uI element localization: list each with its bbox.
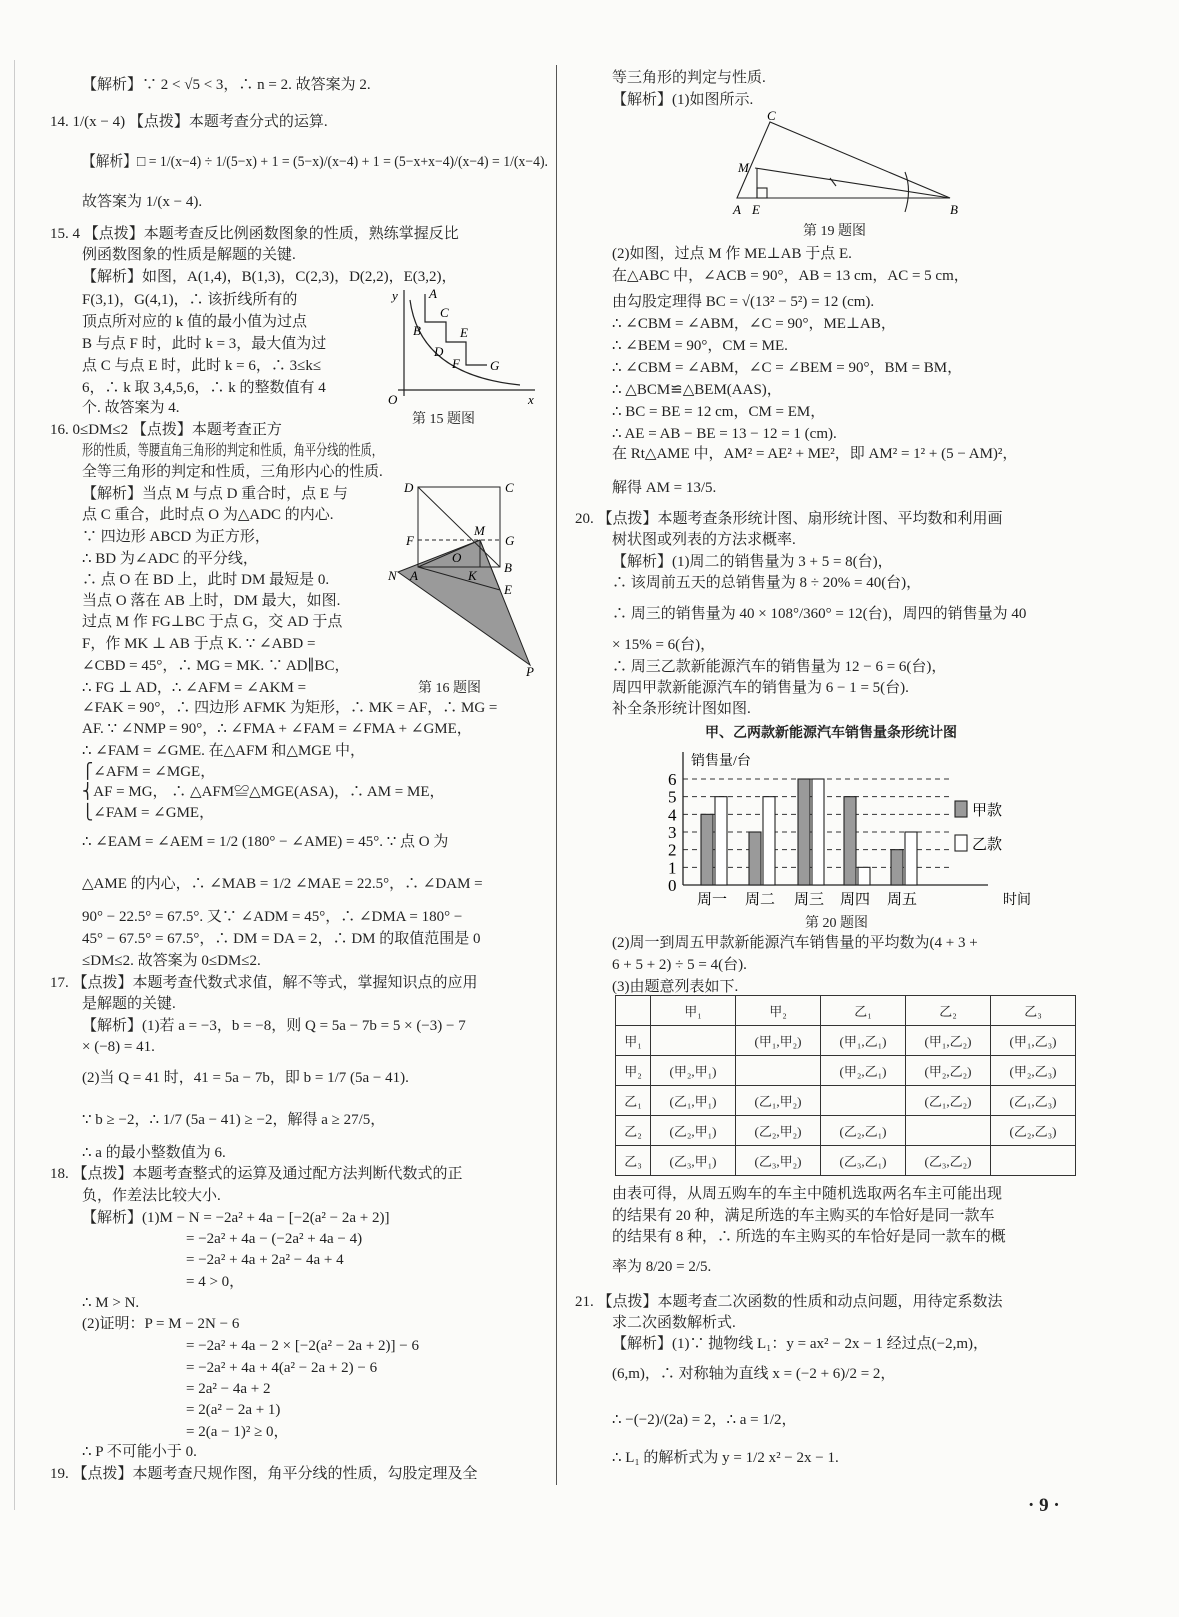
y-tick-label: 3 bbox=[668, 823, 677, 842]
table-row bbox=[616, 1146, 1076, 1176]
label-O: O bbox=[388, 392, 398, 407]
figure-16 bbox=[385, 475, 550, 680]
right_lines-text-line: (2)如图，过点 M 作 ME⊥AB 于点 E. bbox=[612, 246, 852, 262]
left_lines-text-line: 90° − 22.5° = 67.5°. 又∵ ∠ADM = 45°，∴ ∠DMA = 180° − bbox=[82, 909, 463, 925]
bar-jia bbox=[749, 832, 761, 885]
label-F: F bbox=[452, 356, 460, 371]
left_lines-text-line: 故答案为 1/(x − 4). bbox=[82, 194, 203, 210]
label-G: G bbox=[490, 358, 500, 373]
table-cell: (甲₂,乙₂) bbox=[906, 1056, 991, 1086]
left_lines-text-line: 18. 【点拨】本题考查整式的运算及通过配方法判断代数式的正 bbox=[50, 1166, 463, 1182]
table-header-row bbox=[616, 996, 1076, 1026]
right_lines-text-line: ∴ ∠BEM = 90°，CM = ME. bbox=[612, 338, 788, 354]
right_lines-text-line: (2)周一到周五甲款新能源汽车销售量的平均数为(4 + 3 + bbox=[612, 935, 978, 951]
y-axis-label: 销售量/台 bbox=[691, 754, 751, 769]
left_lines-text-line: F(3,1)，G(4,1)，∴ 该折线所有的 bbox=[82, 292, 298, 308]
table-cell: 乙₁ bbox=[821, 996, 906, 1026]
right_lines-text-line: 补全条形统计图如图. bbox=[612, 701, 751, 717]
right_lines-text-line: 树状图或列表的方法求概率. bbox=[612, 532, 796, 548]
right_lines-text-line: ∴ ∠CBM = ∠ABM，∠C = ∠BEM = 90°，BM = BM， bbox=[612, 360, 963, 376]
table-cell: (甲₂,乙₁) bbox=[821, 1056, 906, 1086]
table-cell: (乙₁,甲₁) bbox=[651, 1086, 736, 1116]
left_lines-text-line: (2)当 Q = 41 时，41 = 5a − 7b，即 b = 1/7 (5a − 41). bbox=[82, 1070, 409, 1086]
table-cell: (甲₁,乙₁) bbox=[821, 1026, 906, 1056]
label-y: y bbox=[392, 288, 398, 303]
outcome-table bbox=[615, 995, 1076, 1176]
right_lines-text-line: ∴ ∠CBM = ∠ABM，∠C = 90°，ME⊥AB， bbox=[612, 316, 896, 332]
label-B: B bbox=[413, 323, 421, 338]
label-D: D bbox=[404, 480, 414, 495]
left_lines-text-line: 【解析】□ = 1/(x−4) ÷ 1/(5−x) + 1 = (5−x)/(x−4) + 1 = (5−x+x−4)/(x−4) = 1/(x−4). bbox=[82, 154, 548, 170]
left_lines-text-line: ∠CBD = 45°，∴ MG = MK. ∵ AD∥BC， bbox=[82, 658, 350, 674]
left_lines-text-line: 是解题的关键. bbox=[82, 996, 176, 1012]
label-x: x bbox=[528, 392, 534, 407]
label-C: C bbox=[505, 480, 514, 495]
table-cell: (乙₃,甲₂) bbox=[736, 1146, 821, 1176]
left_lines-text-line: = 2(a² − 2a + 1) bbox=[186, 1402, 281, 1418]
table-cell: (甲₁,乙₂) bbox=[906, 1026, 991, 1056]
y-tick-label: 2 bbox=[668, 840, 677, 860]
bar-jia bbox=[844, 797, 856, 885]
left_lines-text-line: ∴ M > N. bbox=[82, 1295, 140, 1311]
left_lines-text-line: ≤DM≤2. 故答案为 0≤DM≤2. bbox=[82, 953, 261, 969]
right_lines-text-line: 的结果有 8 种，∴ 所选的车主购买的车恰好是同一款车的概 bbox=[612, 1229, 1006, 1245]
left_lines-text-line: 19. 【点拨】本题考查尺规作图，角平分线的性质，勾股定理及全 bbox=[50, 1466, 478, 1482]
left_lines-text-line: = −2a² + 4a − 2 × [−2(a² − 2a + 2)] − 6 bbox=[186, 1338, 419, 1354]
right_lines-text-line: 的结果有 20 种，满足所选的车主购买的车恰好是同一款车 bbox=[612, 1208, 995, 1224]
table-cell: (乙₁,甲₂) bbox=[736, 1086, 821, 1116]
left_lines-text-line: ∴ P 不可能小于 0. bbox=[82, 1444, 197, 1460]
table-cell: (乙₁,乙₂) bbox=[906, 1086, 991, 1116]
left_lines-text-line: 6，∴ k 取 3,4,5,6，∴ k 的整数值有 4 bbox=[82, 380, 326, 396]
right_lines-text-line: ∴ 周三乙款新能源汽车的销售量为 12 − 6 = 6(台)， bbox=[612, 659, 947, 675]
left_lines-text-line: 【解析】∵ 2 < √5 < 3，∴ n = 2. 故答案为 2. bbox=[82, 77, 371, 93]
table-cell: (乙₂,乙₁) bbox=[821, 1116, 906, 1146]
table-cell: 甲₂ bbox=[616, 1056, 651, 1086]
table-cell: 乙₂ bbox=[616, 1116, 651, 1146]
table-cell: 甲₂ bbox=[736, 996, 821, 1026]
left_lines-text-line: 【解析】(1)M − N = −2a² + 4a − [−2(a² − 2a + 2)] bbox=[82, 1210, 390, 1226]
left_lines-text-line: = 2(a − 1)² ≥ 0， bbox=[186, 1424, 289, 1440]
x-tick-label: 周四 bbox=[840, 892, 871, 908]
left_lines-text-line: 15. 4 【点拨】本题考查反比例函数图象的性质，熟练掌握反比 bbox=[50, 226, 459, 242]
table-cell: (乙₂,甲₂) bbox=[736, 1116, 821, 1146]
right_lines-text-line: 【解析】(1)周二的销售量为 3 + 5 = 8(台)， bbox=[612, 554, 893, 570]
left_lines-text-line: 当点 O 落在 AB 上时，DM 最大，如图. bbox=[82, 593, 341, 609]
label-O: O bbox=[452, 550, 462, 565]
label-B: B bbox=[504, 560, 512, 575]
right_lines-text-line: 求二次函数解析式. bbox=[612, 1315, 736, 1331]
table-cell: (乙₃,乙₁) bbox=[821, 1146, 906, 1176]
label-A: A bbox=[429, 286, 437, 301]
left_lines-text-line: 个. 故答案为 4. bbox=[82, 400, 180, 416]
right_lines-text-line: 21. 【点拨】本题考查二次函数的性质和动点问题，用待定系数法 bbox=[575, 1294, 1003, 1310]
right_lines-text-line: 【解析】(1)如图所示. bbox=[612, 92, 754, 108]
left_lines-text-line: ∵ b ≥ −2，∴ 1/7 (5a − 41) ≥ −2，解得 a ≥ 27/5， bbox=[82, 1112, 386, 1128]
right_lines-text-line: 由表可得，从周五购车的车主中随机选取两名车主可能出现 bbox=[612, 1186, 1003, 1202]
left_lines-text-line: 全等三角形的判定和性质，三角形内心的性质. bbox=[82, 464, 383, 480]
label-D: D bbox=[434, 344, 444, 359]
right_lines-text-line: 在 Rt△AME 中，AM² = AE² + ME²，即 AM² = 1² + (5 − AM)²， bbox=[612, 446, 1018, 462]
right_lines-text-line: 由勾股定理得 BC = √(13² − 5²) = 12 (cm). bbox=[612, 294, 875, 310]
left_lines-text-line: ∴ FG ⊥ AD，∴ ∠AFM = ∠AKM = bbox=[82, 680, 307, 696]
label-F: F bbox=[406, 533, 414, 548]
figure-20-caption: 第 20 题图 bbox=[805, 916, 868, 931]
right_lines-text-line: ∴ BC = BE = 12 cm，CM = EM， bbox=[612, 404, 826, 420]
table-cell bbox=[736, 1056, 821, 1086]
x-tick-label: 周五 bbox=[887, 892, 918, 908]
table-cell: 乙₃ bbox=[991, 996, 1076, 1026]
label-C: C bbox=[440, 305, 449, 320]
bar-yi bbox=[812, 779, 824, 885]
left_lines-text-line: 顶点所对应的 k 值的最小值为过点 bbox=[82, 314, 308, 330]
left_lines-text-line: = −2a² + 4a + 4(a² − 2a + 2) − 6 bbox=[186, 1360, 378, 1376]
left_lines-text-line: △AME 的内心，∴ ∠MAB = 1/2 ∠MAE = 22.5°，∴ ∠DAM = bbox=[82, 876, 483, 892]
left_lines-text-line: 点 C 重合，此时点 O 为△ADC 的内心. bbox=[82, 507, 334, 523]
y-tick-label: 1 bbox=[668, 858, 677, 878]
table-cell: (甲₁,甲₂) bbox=[736, 1026, 821, 1056]
right_lines-text-line: 6 + 5 + 2) ÷ 5 = 4(台). bbox=[612, 957, 747, 973]
left_lines-text-line: = 2a² − 4a + 2 bbox=[186, 1381, 271, 1397]
table-cell bbox=[821, 1086, 906, 1116]
left_lines-text-line: ∴ a 的最小整数值为 6. bbox=[82, 1145, 226, 1161]
table-cell: (乙₂,乙₃) bbox=[991, 1116, 1076, 1146]
table-cell: 乙₃ bbox=[616, 1146, 651, 1176]
left_lines-text-line: 16. 0≤DM≤2 【点拨】本题考查正方 bbox=[50, 422, 282, 438]
table-cell: (甲₂,乙₃) bbox=[991, 1056, 1076, 1086]
x-tick-label: 周一 bbox=[697, 892, 728, 908]
label-E: E bbox=[752, 202, 760, 217]
table-cell: (乙₃,甲₁) bbox=[651, 1146, 736, 1176]
left_lines-text-line: (2)证明：P = M − 2N − 6 bbox=[82, 1316, 240, 1332]
figure-16-caption: 第 16 题图 bbox=[418, 681, 481, 696]
left_lines-text-line: 例函数图象的性质是解题的关键. bbox=[82, 247, 296, 263]
table-row bbox=[616, 1056, 1076, 1086]
legend-swatch bbox=[955, 801, 967, 817]
label-M: M bbox=[474, 523, 485, 538]
label-N: N bbox=[388, 568, 397, 583]
label-M: M bbox=[738, 160, 749, 175]
table-row bbox=[616, 1086, 1076, 1116]
left_lines-text-line: = 4 > 0， bbox=[186, 1274, 245, 1290]
table-row bbox=[616, 1026, 1076, 1056]
table-cell: (乙₂,甲₁) bbox=[651, 1116, 736, 1146]
right_lines-text-line: 在△ABC 中，∠ACB = 90°，AB = 13 cm，AC = 5 cm， bbox=[612, 268, 969, 284]
right_lines-text-line: 等三角形的判定与性质. bbox=[612, 70, 766, 86]
table-cell bbox=[616, 996, 651, 1026]
left_lines-text-line: 负，作差法比较大小. bbox=[82, 1188, 221, 1204]
bar-yi bbox=[715, 797, 727, 885]
legend-swatch bbox=[955, 835, 967, 851]
left_lines-text-line: ∠FAK = 90°，∴ 四边形 AFMK 为矩形，∴ MK = AF，∴ MG = bbox=[82, 700, 498, 716]
chart-title: 甲、乙两款新能源汽车销售量条形统计图 bbox=[705, 725, 957, 741]
right_lines-text-line: 周四甲款新能源汽车的销售量为 6 − 1 = 5(台). bbox=[612, 680, 909, 696]
legend-label: 甲款 bbox=[972, 803, 1003, 819]
table-cell: (乙₃,乙₂) bbox=[906, 1146, 991, 1176]
left_lines-text-line: ∴ ∠FAM = ∠GME. 在△AFM 和△MGE 中， bbox=[82, 743, 366, 759]
left_lines-text-line: ∴ 点 O 在 BD 上，此时 DM 最短是 0. bbox=[82, 572, 330, 588]
y-tick-label: 4 bbox=[668, 805, 677, 825]
table-cell: (甲₂,甲₁) bbox=[651, 1056, 736, 1086]
label-K: K bbox=[468, 568, 477, 583]
y-tick-label: 0 bbox=[668, 876, 677, 895]
right_lines-text-line: (6,m)，∴ 对称轴为直线 x = (−2 + 6)/2 = 2， bbox=[612, 1366, 896, 1382]
left_lines-text-line: ∴ BD 为∠ADC 的平分线， bbox=[82, 551, 258, 567]
right_lines-text-line: ∴ AE = AB − BE = 13 − 12 = 1 (cm). bbox=[612, 426, 837, 442]
right_lines-text-line: (3)由题意列表如下. bbox=[612, 979, 739, 995]
left_lines-text-line: 过点 M 作 FG⊥BC 于点 G，交 AD 于点 bbox=[82, 614, 343, 630]
table-cell: 乙₁ bbox=[616, 1086, 651, 1116]
left_lines-text-line: 【解析】(1)若 a = −3，b = −8，则 Q = 5a − 7b = 5 × (−3) − 7 bbox=[82, 1018, 466, 1034]
label-G: G bbox=[505, 533, 515, 548]
right_lines-text-line: ∴ 该周前五天的总销售量为 8 ÷ 20% = 40(台)， bbox=[612, 575, 922, 591]
left_lines-text-line: 【解析】当点 M 与点 D 重合时，点 E 与 bbox=[82, 486, 348, 502]
left_lines-text-line: F，作 MK ⊥ AB 于点 K. ∵ ∠ABD = bbox=[82, 636, 316, 652]
left_lines-text-line: × (−8) = 41. bbox=[82, 1039, 155, 1055]
table-cell: (乙₁,乙₃) bbox=[991, 1086, 1076, 1116]
table-cell: 乙₂ bbox=[906, 996, 991, 1026]
x-tick-label: 周二 bbox=[745, 892, 776, 908]
right_lines-text-line: × 15% = 6(台)， bbox=[612, 637, 716, 653]
left_lines-text-line: ∴ ∠EAM = ∠AEM = 1/2 (180° − ∠AME) = 45°. ∵ 点 O 为 bbox=[82, 834, 449, 850]
table-cell bbox=[651, 1026, 736, 1056]
left_lines-text-line: 17. 【点拨】本题考查代数式求值，解不等式，掌握知识点的应用 bbox=[50, 975, 478, 991]
page-number: · 9 · bbox=[1028, 1495, 1060, 1516]
table-cell bbox=[906, 1116, 991, 1146]
table-cell: (甲₁,乙₃) bbox=[991, 1026, 1076, 1056]
label-B: B bbox=[950, 202, 958, 217]
figure-15-caption: 第 15 题图 bbox=[412, 412, 475, 427]
left_lines-text-line: 形的性质，等腰直角三角形的判定和性质，角平分线的性质， bbox=[82, 443, 383, 459]
label-E: E bbox=[460, 325, 468, 340]
left_lines-text-line: 45° − 67.5° = 67.5°，∴ DM = DA = 2，∴ DM 的取值范围是 0 bbox=[82, 931, 481, 947]
left_lines-text-line: ⎨AF = MG， ∴ △AFM≌△MGE(ASA)，∴ AM = ME， bbox=[82, 784, 445, 800]
table-cell: 甲₁ bbox=[651, 996, 736, 1026]
right_lines-text-line: 20. 【点拨】本题考查条形统计图、扇形统计图、平均数和利用画 bbox=[575, 511, 1003, 527]
previous-page-edge bbox=[0, 60, 15, 1510]
x-axis-label: 时间 bbox=[1003, 893, 1031, 908]
figure-19-caption: 第 19 题图 bbox=[803, 224, 866, 239]
left_lines-text-line: ⎩∠FAM = ∠GME， bbox=[82, 805, 215, 821]
bar-jia bbox=[701, 814, 713, 885]
right_lines-text-line: ∴ 周三的销售量为 40 × 108°/360° = 12(台)，周四的销售量为 40 bbox=[612, 606, 1027, 622]
right_lines-text-line: 解得 AM = 13/5. bbox=[612, 480, 717, 496]
label-A: A bbox=[410, 568, 418, 583]
left_lines-text-line: ⎧∠AFM = ∠MGE， bbox=[82, 764, 216, 780]
label-P: P bbox=[526, 664, 534, 679]
bar-yi bbox=[858, 867, 870, 885]
right_lines-text-line: ∴ L₁ 的解析式为 y = 1/2 x² − 2x − 1. bbox=[612, 1450, 839, 1466]
table-row bbox=[616, 1116, 1076, 1146]
bar-chart bbox=[600, 740, 1031, 940]
bar-yi bbox=[905, 832, 917, 885]
y-tick-label: 6 bbox=[668, 770, 677, 789]
right_lines-text-line: ∴ △BCM≌△BEM(AAS)， bbox=[612, 382, 782, 398]
y-tick-label: 5 bbox=[668, 787, 677, 807]
table-cell bbox=[991, 1146, 1076, 1176]
legend-label: 乙款 bbox=[972, 837, 1003, 853]
left_lines-text-line: 14. 1/(x − 4) 【点拨】本题考查分式的运算. bbox=[50, 114, 328, 130]
label-A: A bbox=[733, 202, 741, 217]
left_lines-text-line: = −2a² + 4a − (−2a² + 4a − 4) bbox=[186, 1231, 363, 1247]
left_lines-text-line: 点 C 与点 E 时，此时 k = 6，∴ 3≤k≤ bbox=[82, 358, 322, 374]
label-E: E bbox=[504, 582, 512, 597]
right_lines-text-line: 率为 8/20 = 2/5. bbox=[612, 1259, 712, 1275]
right_lines-text-line: 【解析】(1)∵ 抛物线 L₁：y = ax² − 2x − 1 经过点(−2,m)， bbox=[612, 1336, 989, 1352]
left_lines-text-line: B 与点 F 时，此时 k = 3，最大值为过 bbox=[82, 336, 327, 352]
left_lines-text-line: AF. ∵ ∠NMP = 90°，∴ ∠FMA + ∠FAM = ∠FMA + ∠GME， bbox=[82, 721, 472, 737]
figure-19 bbox=[725, 105, 970, 220]
left_lines-text-line: ∵ 四边形 ABCD 为正方形， bbox=[82, 529, 270, 545]
x-tick-label: 周三 bbox=[794, 892, 825, 908]
column-divider bbox=[556, 65, 557, 1485]
left_lines-text-line: 【解析】如图，A(1,4)，B(1,3)，C(2,3)，D(2,2)，E(3,2)， bbox=[82, 269, 457, 285]
label-C: C bbox=[767, 108, 776, 123]
table-cell: 甲₁ bbox=[616, 1026, 651, 1056]
bar-yi bbox=[763, 797, 775, 885]
bar-jia bbox=[891, 850, 903, 885]
bar-jia bbox=[798, 779, 810, 885]
right_lines-text-line: ∴ −(−2)/(2a) = 2，∴ a = 1/2， bbox=[612, 1412, 797, 1428]
left_lines-text-line: = −2a² + 4a + 2a² − 4a + 4 bbox=[186, 1252, 344, 1268]
